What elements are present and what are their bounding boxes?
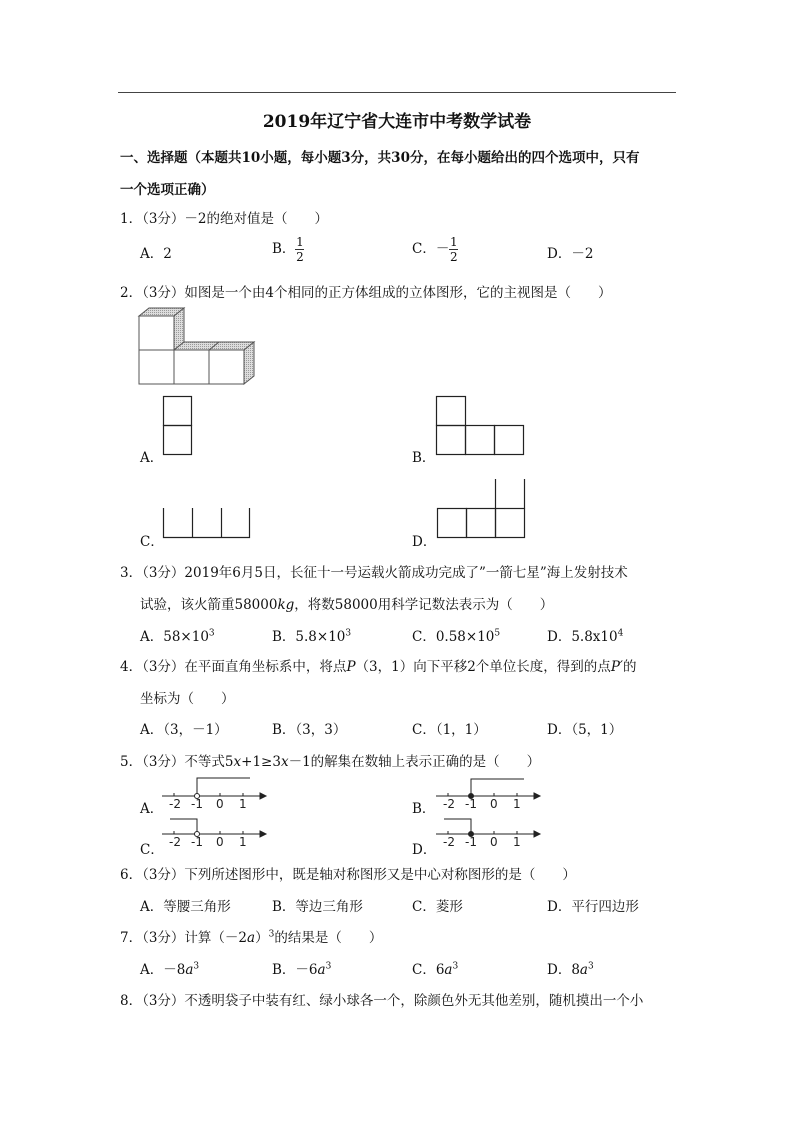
tick-label: -2 [169, 835, 181, 849]
q2-cube-figure [136, 306, 261, 386]
q4-text-tail: 的 [622, 659, 637, 675]
tick-label: -1 [465, 797, 477, 811]
q1-option-d: D．－2 [547, 246, 594, 262]
q6-stem: 6．（3分）下列所述图形中，既是轴对称图形又是中心对称图形的是（ ） [120, 867, 576, 883]
q1-option-c-fraction [449, 236, 458, 263]
numerator: 1 [450, 235, 458, 249]
q4-point-p-prime: P′ [610, 659, 623, 675]
q2-option-b-figure [436, 396, 526, 456]
exponent: 3 [193, 961, 200, 972]
q2-option-a-figure [163, 396, 193, 456]
q5-option-a: A． [140, 801, 164, 817]
tick-label: 0 [490, 797, 498, 811]
q6-option-b: B．等边三角形 [272, 899, 363, 915]
q6-option-d: D．平行四边形 [547, 899, 639, 915]
option-text: C．6 [412, 962, 445, 978]
q5-numberline-c [162, 814, 266, 848]
q2-option-d-figure [437, 479, 529, 539]
exponent: 3 [208, 628, 215, 639]
q1-option-a: A．2 [140, 246, 172, 262]
q5-numberline-d [436, 814, 540, 848]
var-a: a [579, 962, 588, 978]
exponent: 4 [617, 628, 624, 639]
q3-option-d [547, 625, 623, 645]
q7-text: 7．（3分）计算（－2 [120, 930, 248, 946]
q5-text: 5．（3分）不等式5 [120, 754, 234, 770]
section-heading-line1: 一、选择题（本题共10小题，每小题3分，共30分，在每小题给出的四个选项中，只有 [120, 150, 640, 166]
exponent: 3 [587, 961, 594, 972]
q7-option-a [140, 958, 199, 978]
q6-option-a: A．等腰三角形 [140, 899, 231, 915]
q1-option-b [272, 236, 304, 263]
q4-text-mid: （3，1）向下平移2个单位长度，得到的点 [355, 659, 611, 675]
q1-option-b-label: B． [272, 241, 296, 257]
q3-option-b [272, 625, 351, 645]
q3-option-c [412, 625, 500, 645]
q5-text-tail: －1的解集在数轴上表示正确的是（ ） [288, 754, 541, 770]
option-text: B．－6 [272, 962, 318, 978]
q6-option-c: C．菱形 [412, 899, 463, 915]
page-title: 2019年辽宁省大连市中考数学试卷 [262, 112, 532, 132]
q7-text-mid: ） [255, 930, 269, 946]
tick-label: 0 [490, 835, 498, 849]
tick-label: -1 [191, 797, 203, 811]
q3-option-a [140, 625, 215, 645]
q8-line1: 8．（3分）不透明袋子中装有红、绿小球各一个，除颜色外无其他差别，随机摸出一个小 [120, 993, 644, 1009]
tick-label: -1 [465, 835, 477, 849]
q2-option-c: C． [140, 534, 164, 550]
q3-unit: kg [277, 597, 295, 613]
exponent: 5 [494, 628, 501, 639]
tick-label: 1 [239, 835, 247, 849]
tick-label: -2 [169, 797, 181, 811]
q4-line1 [120, 655, 636, 675]
q7-text-tail: 的结果是（ ） [274, 930, 383, 946]
tick-label: 0 [216, 835, 224, 849]
exponent: 3 [325, 961, 332, 972]
option-text: B．5.8×10 [272, 629, 346, 645]
var-a: a [185, 962, 194, 978]
denominator: 2 [296, 250, 304, 264]
q4-line2: 坐标为（ ） [140, 691, 235, 707]
q5-var-x: x [280, 754, 289, 770]
tick-label: -1 [191, 835, 203, 849]
q2-stem: 2．（3分）如图是一个由4个相同的正方体组成的立体图形，它的主视图是（ ） [120, 285, 612, 301]
option-text: A．－8 [140, 962, 186, 978]
q7-option-c [412, 958, 458, 978]
option-text: C．0.58×10 [412, 629, 495, 645]
exponent: 3 [345, 628, 352, 639]
section-heading-line2: 一个选项正确） [120, 182, 215, 198]
q4-option-b: B．（3，3） [272, 722, 347, 738]
q1-option-c-label: C．－ [412, 241, 450, 257]
numerator: 1 [296, 235, 304, 249]
q5-numberline-b [436, 776, 540, 810]
q1-stem: 1．（3分）－2的绝对值是（ ） [120, 211, 329, 227]
exponent: 3 [452, 961, 459, 972]
q5-text-mid: +1≥3 [241, 754, 281, 770]
q7-option-b [272, 958, 331, 978]
denominator: 2 [450, 250, 458, 264]
option-text: D．5.8x10 [547, 629, 618, 645]
q5-option-c: C． [140, 842, 164, 858]
q5-stem [120, 750, 540, 770]
q3-line2 [140, 593, 553, 613]
tick-label: 1 [513, 797, 521, 811]
q5-numberline-a [162, 776, 266, 810]
q5-var-x: x [233, 754, 242, 770]
q4-option-d: D．（5，1） [547, 722, 623, 738]
q3-line1: 3．（3分）2019年6月5日，长征十一号运载火箭成功完成了”一箭七星”海上发射技术 [120, 565, 628, 581]
q5-option-b: B． [412, 801, 436, 817]
q2-option-a: A． [140, 450, 164, 466]
tick-label: -2 [443, 797, 455, 811]
exponent: 3 [268, 929, 275, 940]
tick-label: 1 [513, 835, 521, 849]
q1-option-c [412, 236, 458, 263]
q5-option-d: D． [412, 842, 437, 858]
q7-stem [120, 926, 382, 946]
header-rule [118, 92, 676, 93]
q4-text: 4．（3分）在平面直角坐标系中，将点 [120, 659, 347, 675]
q4-option-a: A．（3，－1） [140, 722, 228, 738]
var-a: a [444, 962, 453, 978]
q4-option-c: C．（1，1） [412, 722, 487, 738]
q7-option-d [547, 958, 594, 978]
var-a: a [317, 962, 326, 978]
q2-option-d: D． [412, 534, 437, 550]
option-text: D．8 [547, 962, 580, 978]
q4-point-p: P [346, 659, 356, 675]
q3-line2-tail: ，将数58000用科学记数法表示为（ ） [294, 597, 554, 613]
q7-var-a: a [247, 930, 256, 946]
option-text: A．58×10 [140, 629, 209, 645]
q2-option-c-figure [163, 508, 253, 540]
tick-label: 1 [239, 797, 247, 811]
q1-option-b-fraction [295, 236, 304, 263]
q3-line2-text: 试验，该火箭重58000 [140, 597, 278, 613]
tick-label: 0 [216, 797, 224, 811]
q2-option-b: B． [412, 450, 436, 466]
tick-label: -2 [443, 835, 455, 849]
